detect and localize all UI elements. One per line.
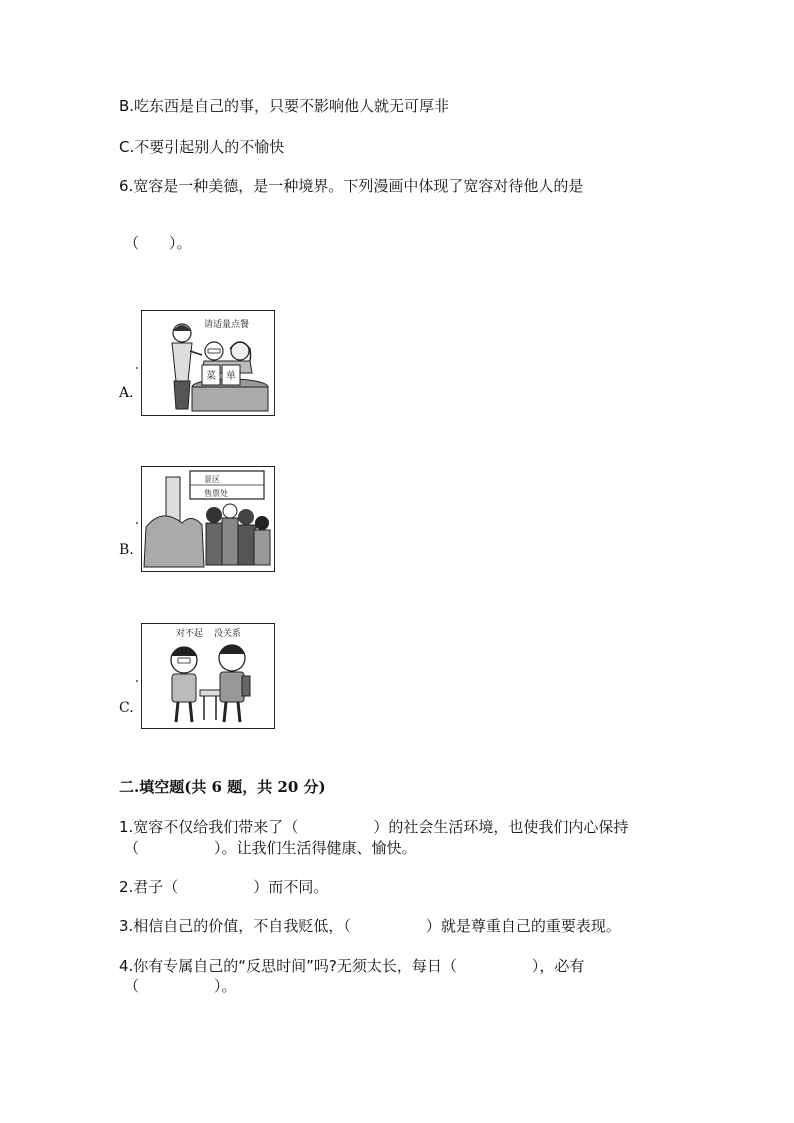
- option-a-label: A.: [119, 385, 134, 401]
- option-c-label: C.: [119, 700, 134, 716]
- cartoon-a-image: [141, 310, 275, 416]
- option-b-label: B.: [119, 542, 134, 558]
- fill-q4-line1: 4.你有专属自己的“反思时间”吗?无须太长，每日（ ），必有: [119, 957, 585, 975]
- anchor-dot: [136, 367, 138, 369]
- anchor-dot: [136, 680, 138, 682]
- fill-q3: 3.相信自己的价值，不自我贬低，（ ）就是尊重自己的重要表现。: [119, 917, 621, 935]
- section-2-title: 二.填空题(共 6 题，共 20 分): [119, 778, 326, 796]
- fill-q4-line2: （ ）。: [124, 977, 237, 995]
- sign-bottom-text: 售票处: [204, 489, 228, 498]
- caption-no-problem: 没关系: [214, 629, 242, 639]
- fill-q1-line2: （ ）。让我们生活得健康、愉快。: [124, 839, 417, 857]
- menu-left-char: 菜: [206, 371, 216, 382]
- cartoon-b-image: [141, 466, 275, 572]
- sign-top-text: 景区: [204, 475, 220, 484]
- option-b-text: B.吃东西是自己的事，只要不影响他人就无可厚非: [119, 97, 450, 115]
- fill-q2: 2.君子（ ）而不同。: [119, 878, 329, 896]
- question-6-blank: （ ）。: [124, 234, 192, 252]
- fill-q1-line1: 1.宽容不仅给我们带来了（ ）的社会生活环境，也使我们内心保持: [119, 818, 629, 836]
- menu-right-char: 单: [226, 371, 236, 382]
- option-c-text: C.不要引起别人的不愉快: [119, 138, 285, 156]
- cartoon-a-caption: 请适量点餐: [204, 320, 250, 330]
- cartoon-c-image: [141, 623, 275, 729]
- anchor-dot: [136, 522, 138, 524]
- caption-sorry: 对不起: [176, 629, 204, 639]
- question-6-text: 6.宽容是一种美德，是一种境界。下列漫画中体现了宽容对待他人的是: [119, 177, 584, 195]
